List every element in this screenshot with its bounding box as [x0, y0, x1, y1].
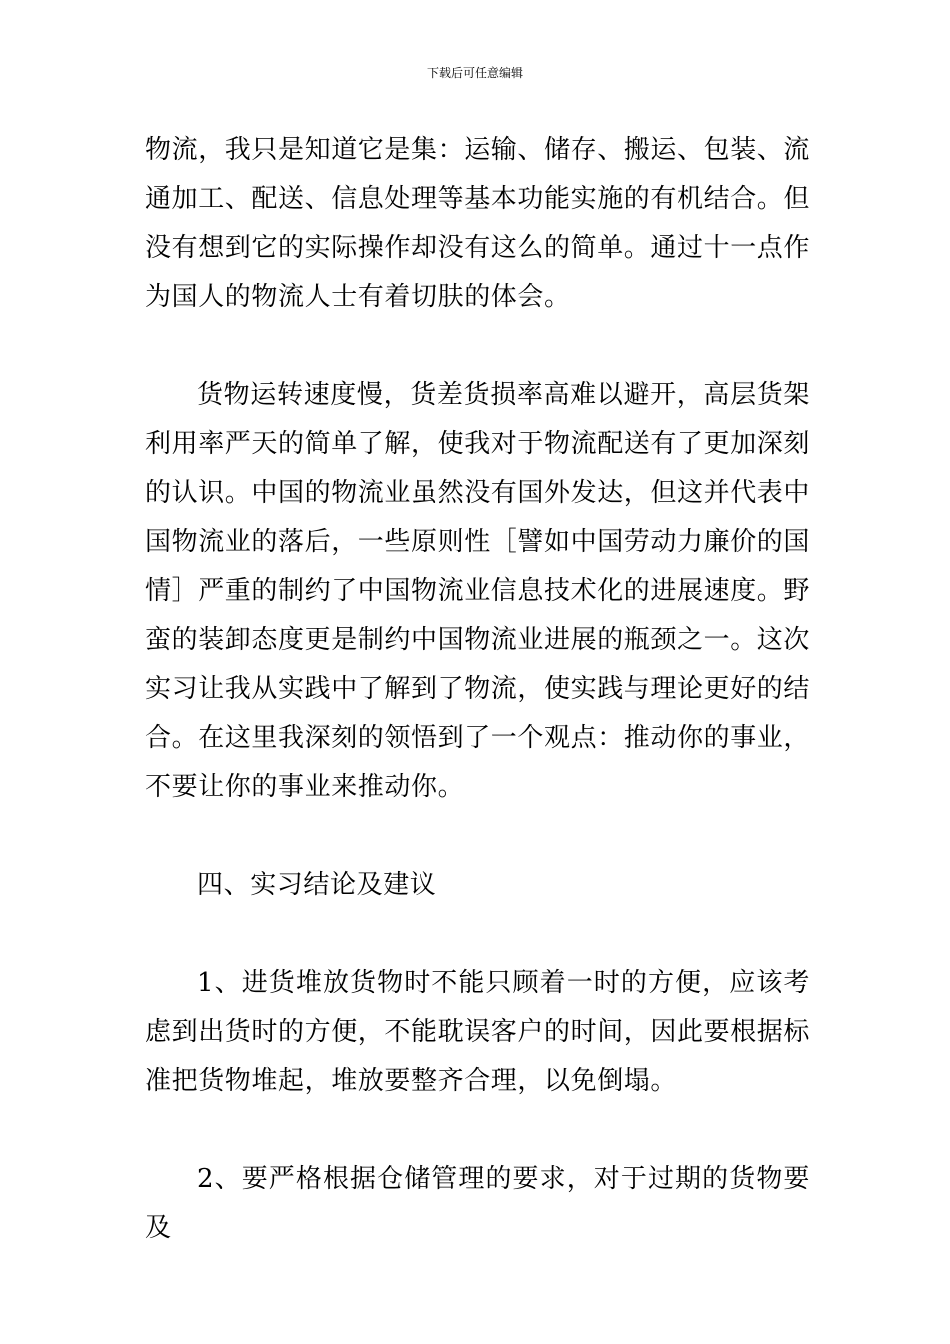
section-heading-conclusions: 四、实习结论及建议 — [197, 870, 437, 900]
paragraph-suggestion-2: 2、要严格根据仓储管理的要求，对于过期的货物要及 — [145, 1164, 810, 1243]
page-header: 下载后可任意编辑 — [426, 66, 523, 80]
paragraph-suggestion-1: 1、进货堆放货物时不能只顾着一时的方便，应该考虑到出货时的方便，不能耽误客户的时间，因此要根据标准把货物堆起，堆放要整齐合理，以免倒塌。 — [145, 968, 811, 1096]
paragraph-logistics-reflection: 货物运转速度慢，货差货损率高难以避开，高层货架利用率严天的简单了解，使我对于物流配送有了更加深刻的认识。中国的物流业虽然没有国外发达，但这并代表中国物流业的落后，一些原则性［譬如中国劳动力廉价的国情］严重的制约了中国物流业信息技术化的进展速度。野蛮的装卸态度更是制约中国物流业进展的瓶颈之一。这次实习让我从实践中了解到了物流，使实践与理论更好的结合。在这里我深刻的领悟到了一个观点：推动你的事业，不要让你的事业来推动你。 — [145, 380, 811, 802]
document-body — [145, 126, 810, 1253]
paragraph-logistics-intro: 物流，我只是知道它是集：运输、储存、搬运、包装、流通加工、配送、信息处理等基本功能实施的有机结合。但没有想到它的实际操作却没有这么的简单。通过十一点作为国人的物流人士有着切肤的体会。 — [145, 135, 811, 312]
